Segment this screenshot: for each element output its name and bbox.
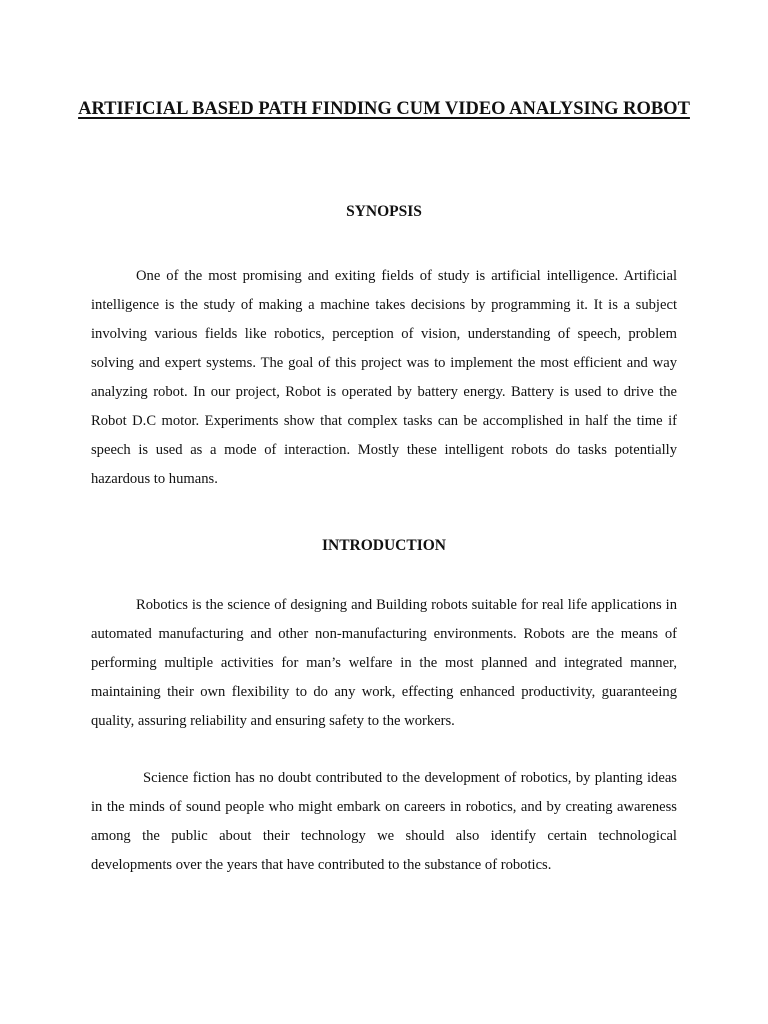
document-title: ARTIFICIAL BASED PATH FINDING CUM VIDEO ANALYSING ROBOT: [78, 99, 690, 119]
synopsis-paragraph: One of the most promising and exiting fields of study is artificial intelligence. Artificial intelligence is the study of making a machine takes decisions by programming it. It is a subject involving various fields like robotics, perception of vision, understanding of speech, problem solving and expert systems. The goal of this project was to implement the most efficient and way analyzing robot. In our project, Robot is operated by battery energy. Battery is used to drive the Robot D.C motor. Experiments show that complex tasks can be accomplished in half the time if speech is used as a mode of interaction. Mostly these intelligent robots do tasks potentially hazardous to humans.: [91, 268, 677, 487]
introduction-paragraph-2: Science fiction has no doubt contributed to the development of robotics, by planting ideas in the minds of sound people who might embark on careers in robotics, and by creating awareness among the public about their technology we should also identify certain technological developments over the years that have contributed to the substance of robotics.: [91, 770, 677, 873]
section-heading-synopsis: SYNOPSIS: [346, 203, 422, 220]
introduction-paragraph-1: Robotics is the science of designing and Building robots suitable for real life applications in automated manufacturing and other non-manufacturing environments. Robots are the means of performing multiple activities for man’s welfare in the most planned and integrated manner, maintaining their own flexibility to do any work, effecting enhanced productivity, guaranteeing quality, assuring reliability and ensuring safety to the workers.: [91, 597, 677, 729]
section-heading-introduction: INTRODUCTION: [321, 537, 446, 554]
